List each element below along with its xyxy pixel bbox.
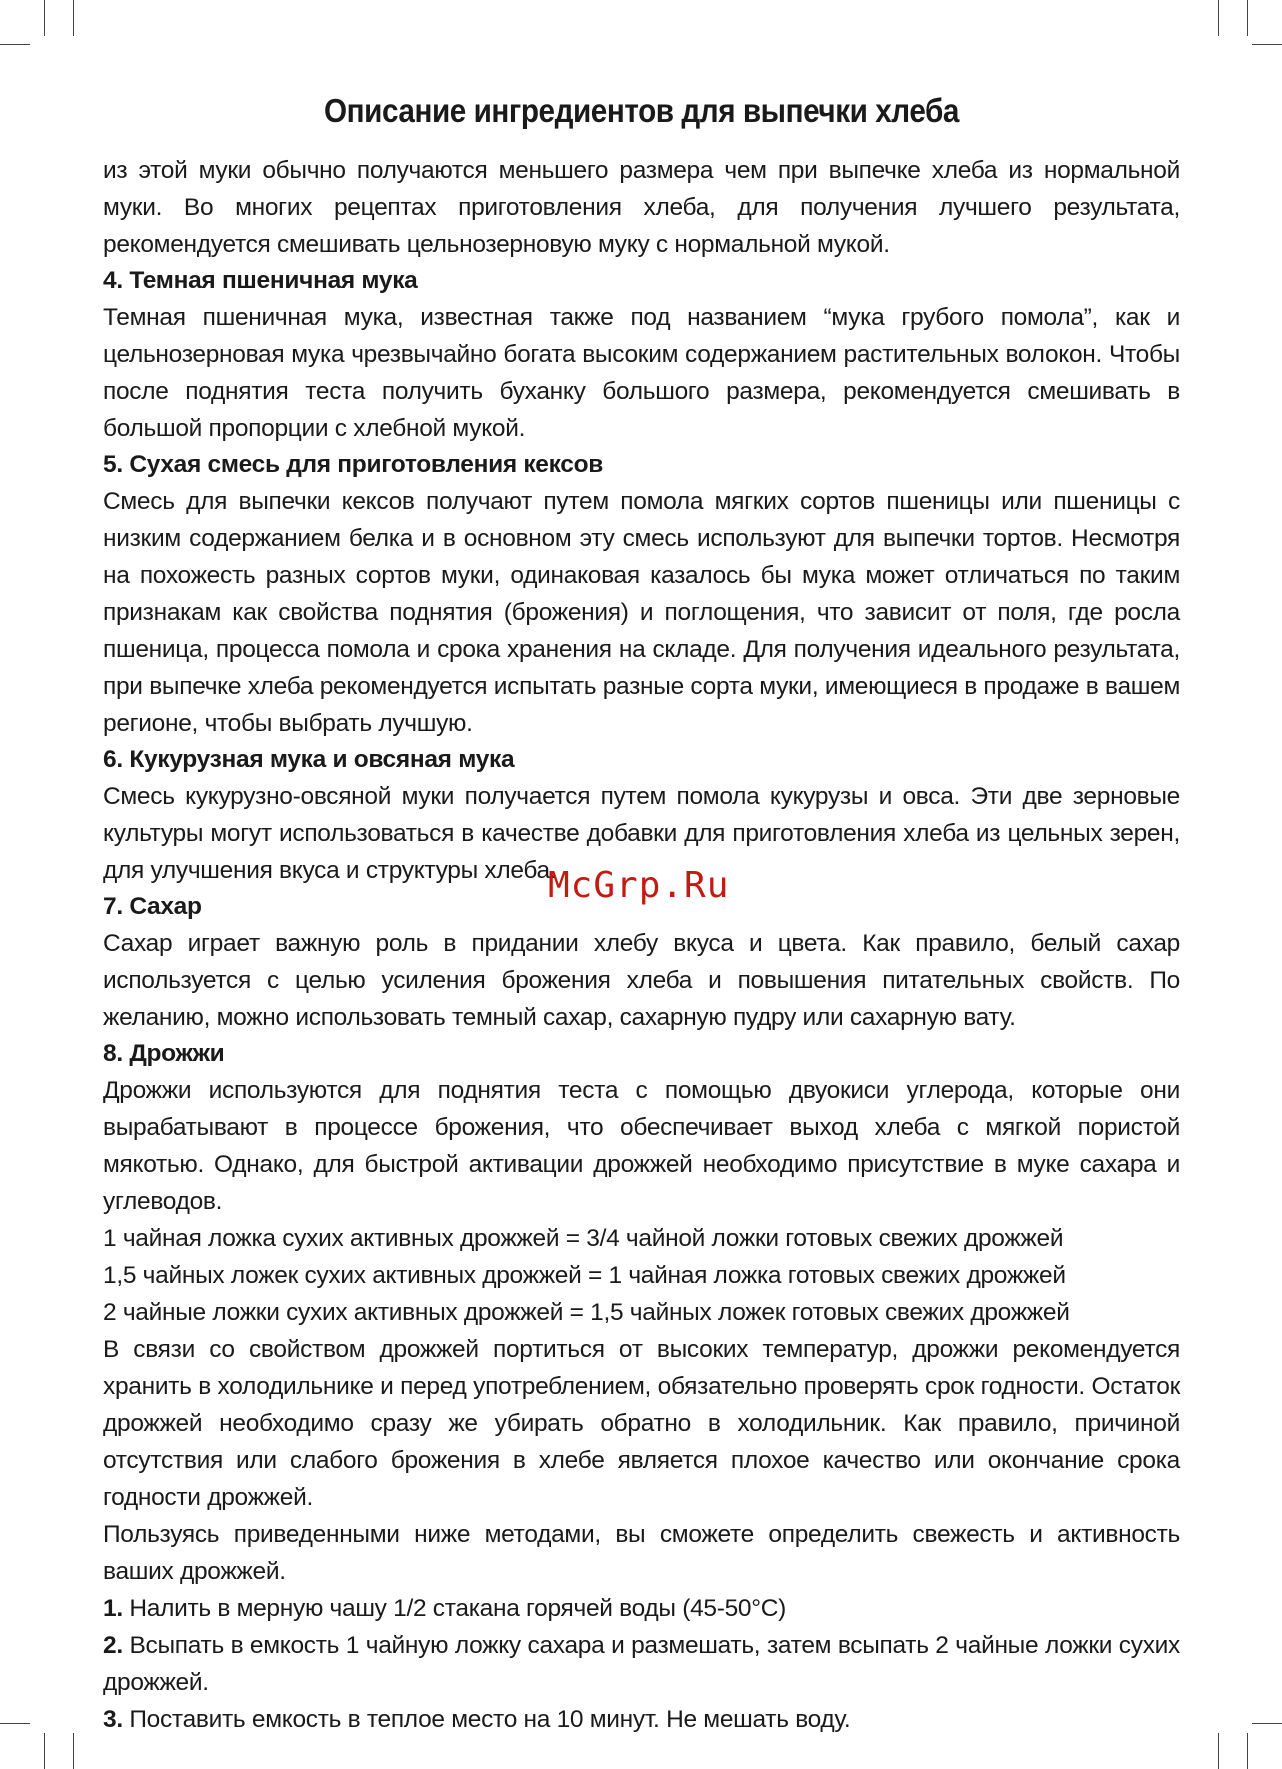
crop-mark [44, 1733, 45, 1769]
section-paragraph: Сахар играет важную роль в придании хлебу вкуса и цвета. Как правило, белый сахар используется с целью усиления брожения хлеба и повышения питательных свойств. По желанию, можно использовать темный сахар, сахарную пудру или сахарную вату. [103, 930, 1180, 1031]
crop-mark [1218, 0, 1219, 36]
crop-mark [1252, 44, 1282, 45]
section-heading: 7. Сахар [103, 893, 202, 920]
section-heading: 6. Кукурузная мука и овсяная мука [103, 746, 515, 773]
section-paragraph: Пользуясь приведенными ниже методами, вы сможете определить свежесть и активность ваших дрожжей. [103, 1521, 1180, 1585]
document-body [103, 152, 1180, 1738]
crop-mark [0, 44, 30, 45]
crop-mark [1247, 1733, 1248, 1769]
crop-mark [1252, 1723, 1282, 1724]
section-paragraph: 1 чайная ложка сухих активных дрожжей = 3/4 чайной ложки готовых свежих дрожжей [103, 1225, 1064, 1252]
crop-mark [1218, 1733, 1219, 1769]
section-heading: 8. Дрожжи [103, 1040, 225, 1067]
step-text: Поставить емкость в теплое место на 10 минут. Не мешать воду. [122, 1706, 851, 1733]
watermark: McGrp.Ru [548, 865, 730, 906]
intro-paragraph: из этой муки обычно получаются меньшего размера чем при выпечке хлеба из нормальной муки. Во многих рецептах приготовления хлеба, для получения лучшего результата, рекомендуется смешивать цельнозерновую муку с нормальной мукой. [103, 157, 1180, 258]
step-number: 1. [103, 1595, 123, 1622]
crop-mark [1247, 0, 1248, 36]
page-title: Описание ингредиентов для выпечки хлеба [324, 92, 959, 129]
section-paragraph: Дрожжи используются для поднятия теста с помощью двуокиси углерода, которые они вырабатывают в процессе брожения, что обеспечивает выход хлеба с мягкой пористой мякотью. Однако, для быстрой активации дрожжей необходимо присутствие в муке сахара и углеводов. [103, 1077, 1180, 1215]
section-heading: 4. Темная пшеничная мука [103, 267, 418, 294]
section-heading: 5. Сухая смесь для приготовления кексов [103, 451, 604, 478]
test-step [103, 1590, 1180, 1627]
section-paragraph: В связи со свойством дрожжей портиться от высоких температур, дрожжи рекомендуется хранить в холодильнике и перед употреблением, обязательно проверять срок годности. Остаток дрожжей необходимо сразу же убирать обратно в холодильник. Как правило, причиной отсутствия или слабого брожения в хлебе является плохое качество или окончание срока годности дрожжей. [103, 1336, 1180, 1511]
step-text: Всыпать в емкость 1 чайную ложку сахара и размешать, затем всыпать 2 чайные ложки сухих дрожжей. [103, 1632, 1180, 1696]
step-number: 3. [103, 1706, 123, 1733]
section-paragraph: 2 чайные ложки сухих активных дрожжей = 1,5 чайных ложек готовых свежих дрожжей [103, 1299, 1070, 1326]
test-step [103, 1701, 1180, 1738]
step-text: Налить в мерную чашу 1/2 стакана горячей воды (45-50°C) [122, 1595, 786, 1622]
document-page [103, 92, 1180, 1738]
section-paragraph: Смесь для выпечки кексов получают путем помола мягких сортов пшеницы или пшеницы с низким содержанием белка и в основном эту смесь используют для выпечки тортов. Несмотря на похожесть разных сортов муки, одинаковая казалось бы мука может отличаться по таким признакам как свойства поднятия (брожения) и поглощения, что зависит от поля, где росла пшеница, процесса помола и срока хранения на складе. Для получения идеального результата, при выпечке хлеба рекомендуется испытать разные сорта муки, имеющиеся в продаже в вашем регионе, чтобы выбрать лучшую. [103, 488, 1180, 737]
section-paragraph: Смесь кукурузно-овсяной муки получается путем помола кукурузы и овса. Эти две зерновые культуры могут использоваться в качестве добавки для приготовления хлеба из цельных зерен, для улучшения вкуса и структуры хлеба. [103, 783, 1180, 884]
crop-mark [0, 1723, 30, 1724]
step-number: 2. [103, 1632, 123, 1659]
crop-mark [73, 1733, 74, 1769]
test-step [103, 1627, 1180, 1701]
section-paragraph: Темная пшеничная мука, известная также под названием “мука грубого помола”, как и цельнозерновая мука чрезвычайно богата высоким содержанием растительных волокон. Чтобы после поднятия теста получить буханку большого размера, рекомендуется смешивать в большой пропорции с хлебной мукой. [103, 304, 1180, 442]
crop-mark [73, 0, 74, 36]
section-paragraph: 1,5 чайных ложек сухих активных дрожжей = 1 чайная ложка готовых свежих дрожжей [103, 1262, 1066, 1289]
crop-mark [44, 0, 45, 36]
